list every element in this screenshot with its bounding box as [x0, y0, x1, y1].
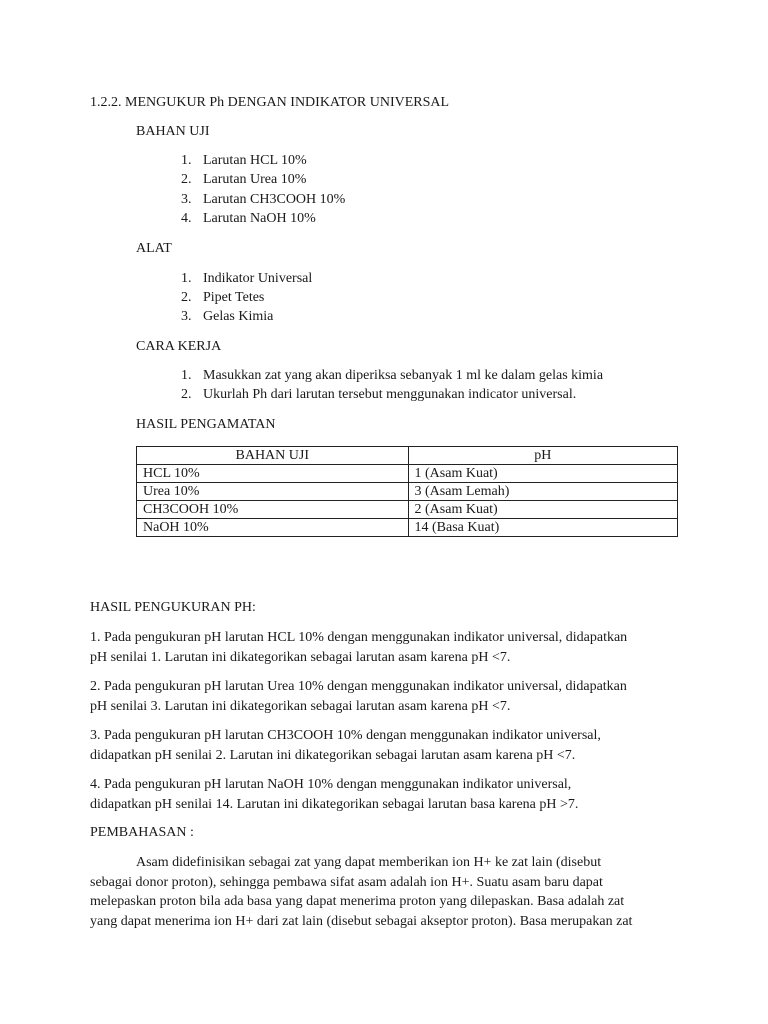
result-paragraph: 2. Pada pengukuran pH larutan Urea 10% dengan menggunakan indikator universal, didapatkan pH senilai 3. Larutan ini dikategorikan sebagai larutan asam karena pH <7.: [90, 679, 627, 714]
table-row: [137, 465, 678, 483]
table-cell: 14 (Basa Kuat): [408, 519, 677, 537]
table-header-row: [137, 447, 678, 465]
bahan-uji-heading: BAHAN UJI: [136, 124, 210, 139]
hasil-pengukuran-heading: HASIL PENGUKURAN PH:: [90, 600, 256, 615]
table-cell: 2 (Asam Kuat): [408, 501, 677, 519]
list-item: 4. Larutan NaOH 10%: [181, 211, 316, 226]
list-item: 1. Indikator Universal: [181, 271, 313, 286]
column-header: BAHAN UJI: [137, 447, 409, 465]
result-paragraph: 1. Pada pengukuran pH larutan HCL 10% dengan menggunakan indikator universal, didapatkan pH senilai 1. Larutan ini dikategorikan sebagai larutan asam karena pH <7.: [90, 630, 628, 665]
result-paragraph: 4. Pada pengukuran pH larutan NaOH 10% dengan menggunakan indikator universal, didapatkan pH senilai 14. Larutan ini dikategorikan sebagai larutan basa karena pH >7.: [90, 777, 579, 812]
list-item: 3. Larutan CH3COOH 10%: [181, 192, 346, 207]
table-row: [137, 501, 678, 519]
list-item: 2. Pipet Tetes: [181, 290, 265, 305]
hasil-pengamatan-heading: HASIL PENGAMATAN: [136, 417, 276, 432]
table-row: [137, 483, 678, 501]
pembahasan-heading: PEMBAHASAN :: [90, 825, 194, 840]
section-title: 1.2.2. MENGUKUR Ph DENGAN INDIKATOR UNIVERSAL: [90, 95, 450, 110]
column-header: pH: [408, 447, 677, 465]
list-item: 2. Ukurlah Ph dari larutan tersebut menggunakan indicator universal.: [181, 387, 577, 402]
table-cell: Urea 10%: [137, 483, 409, 501]
list-item: 2. Larutan Urea 10%: [181, 172, 307, 187]
table-cell: 1 (Asam Kuat): [408, 465, 677, 483]
table-row: [137, 519, 678, 537]
table-cell: NaOH 10%: [137, 519, 409, 537]
list-item: 1. Masukkan zat yang akan diperiksa sebanyak 1 ml ke dalam gelas kimia: [181, 368, 604, 383]
pembahasan-paragraph: Asam didefinisikan sebagai zat yang dapat memberikan ion H+ ke zat lain (disebut sebagai donor proton), sehingga pembawa sifat asam adalah ion H+. Suatu asam baru dapat melepaskan proton bila ada basa yang dapat menerima proton yang dilepaskan. Basa adalah zat yang dapat menerima ion H+ dari zat lain (disebut sebagai akseptor proton). Basa merupakan zat: [90, 855, 633, 929]
cara-kerja-heading: CARA KERJA: [136, 339, 222, 354]
list-item: 3. Gelas Kimia: [181, 309, 274, 324]
results-table: [136, 446, 678, 537]
result-paragraph: 3. Pada pengukuran pH larutan CH3COOH 10% dengan menggunakan indikator universal, didapatkan pH senilai 2. Larutan ini dikategorikan sebagai larutan asam karena pH <7.: [90, 728, 601, 763]
alat-heading: ALAT: [136, 241, 172, 256]
table-cell: 3 (Asam Lemah): [408, 483, 677, 501]
table-cell: CH3COOH 10%: [137, 501, 409, 519]
list-item: 1. Larutan HCL 10%: [181, 153, 307, 168]
table-cell: HCL 10%: [137, 465, 409, 483]
